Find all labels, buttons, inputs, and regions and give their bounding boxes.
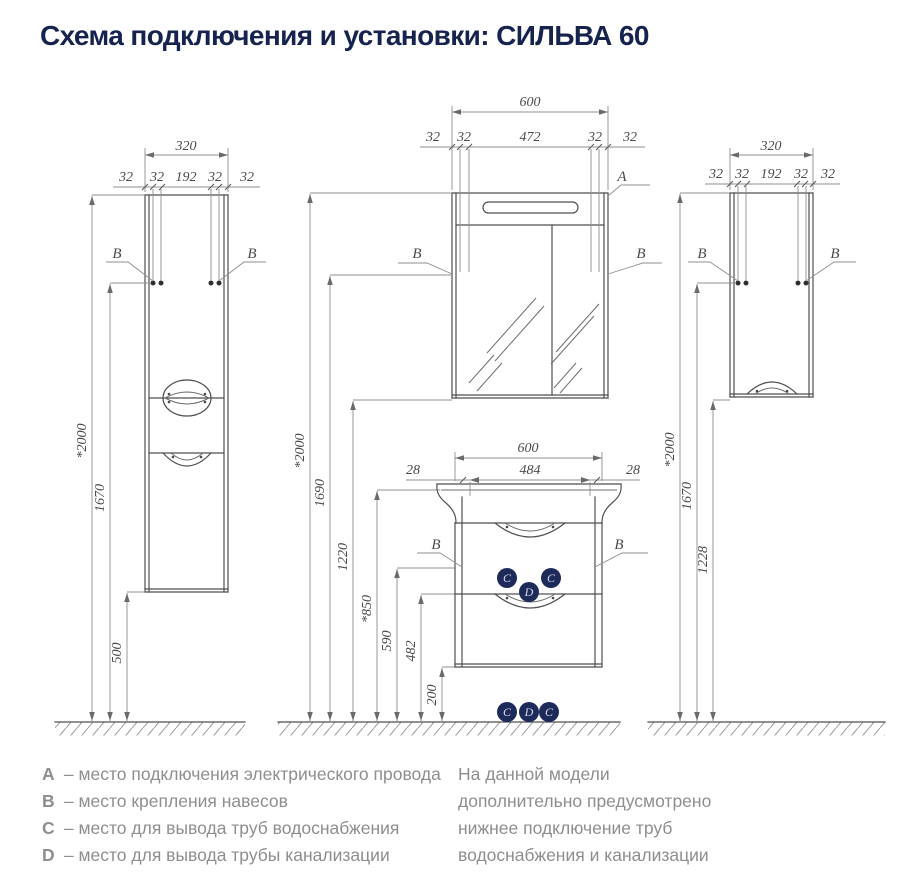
marker-b: B [431, 537, 441, 553]
dim-part: 32 [709, 167, 723, 182]
sink [437, 484, 621, 523]
legend-item-c [42, 815, 441, 842]
hanging-point [796, 281, 801, 286]
dim-margin-left: 28 [406, 463, 420, 478]
dim-part: 32 [457, 130, 471, 145]
legend-text: – место подключения электрического провода [63, 764, 441, 784]
marker-b: B [247, 246, 257, 262]
note-line: дополнительно предусмотрено [458, 791, 712, 811]
marker-b: B [112, 246, 122, 262]
right-cabinet-drawing [663, 139, 856, 721]
light-fixture [483, 202, 578, 213]
legend-item-d [42, 842, 441, 869]
marker-c: C [546, 571, 556, 585]
dim-hang-height: 1670 [680, 482, 695, 510]
hanging-point [736, 281, 741, 286]
dim-sink-top: *850 [360, 595, 375, 623]
marker-c: C [502, 571, 512, 585]
hanging-point [217, 281, 222, 286]
dim-part: 32 [735, 167, 749, 182]
dim-mirror-bottom: 1220 [336, 543, 351, 571]
legend-text: – место крепления навесов [63, 791, 288, 811]
dim-part: 192 [175, 170, 197, 185]
hanging-point [159, 281, 164, 286]
dim-part: 32 [794, 167, 808, 182]
hanging-point [744, 281, 749, 286]
model-note [458, 761, 711, 869]
hanging-point [151, 281, 156, 286]
marker-d: D [524, 585, 534, 599]
dim-total-height: *2000 [293, 433, 308, 469]
legend-item-b [42, 788, 441, 815]
marker-b: B [830, 246, 840, 262]
legend-item-a [42, 761, 441, 788]
mirror-glass-hatch [469, 298, 599, 393]
legend-text: – место для вывода труб водоснабжения [63, 818, 400, 838]
dim-part: 32 [588, 130, 602, 145]
marker-d: D [524, 705, 534, 719]
dim-part: 32 [119, 170, 133, 185]
dim-part: 32 [150, 170, 164, 185]
dim-width-total: 320 [175, 139, 197, 154]
legend-key: D [42, 845, 55, 865]
floor-line [55, 722, 885, 736]
dim-part: 32 [208, 170, 222, 185]
dim-height-total: *2000 [663, 432, 678, 468]
legend-key: A [42, 764, 55, 784]
outlet-markers-floor [497, 702, 559, 722]
dim-part: 192 [760, 167, 782, 182]
dim-part: 32 [240, 170, 254, 185]
dim-outlet-height: 482 [404, 640, 419, 662]
dim-part: 472 [519, 130, 541, 145]
dim-part: 32 [623, 130, 637, 145]
dim-bottom-height: 1228 [696, 546, 711, 574]
marker-a: A [617, 169, 627, 185]
dim-width-center: 484 [519, 463, 541, 478]
page-title: Схема подключения и установки: СИЛЬВА 60 [40, 20, 649, 51]
dim-mirror-hang: 1690 [313, 479, 328, 507]
left-cabinet-drawing [75, 139, 266, 721]
marker-c: C [502, 705, 512, 719]
note-line: нижнее подключение труб [458, 818, 673, 838]
marker-b: B [636, 246, 646, 262]
marker-b: B [697, 246, 707, 262]
marker-c: C [544, 705, 554, 719]
legend-text: – место для вывода трубы канализации [63, 845, 390, 865]
legend-key: C [42, 818, 55, 838]
hanging-point [209, 281, 214, 286]
dim-part: 32 [821, 167, 835, 182]
legend [42, 761, 441, 869]
dim-margin-right: 28 [626, 463, 640, 478]
dim-width-total: 600 [517, 441, 539, 456]
marker-b: B [614, 537, 624, 553]
dim-width-total: 600 [519, 95, 541, 110]
marker-b: B [412, 246, 422, 262]
dim-bottom-height: 500 [110, 642, 125, 664]
dim-vanity-bottom: 200 [425, 684, 440, 706]
hanging-point [804, 281, 809, 286]
dim-hang-height: 1670 [93, 484, 108, 512]
legend-key: B [42, 791, 55, 811]
dim-vanity-hang: 590 [380, 630, 395, 652]
mirror-cabinet-drawing [398, 95, 662, 398]
note-line: водоснабжения и канализации [458, 845, 709, 865]
dim-height-total: *2000 [75, 423, 90, 459]
dim-width-total: 320 [760, 139, 782, 154]
note-line: На данной модели [458, 764, 610, 784]
dim-part: 32 [426, 130, 440, 145]
